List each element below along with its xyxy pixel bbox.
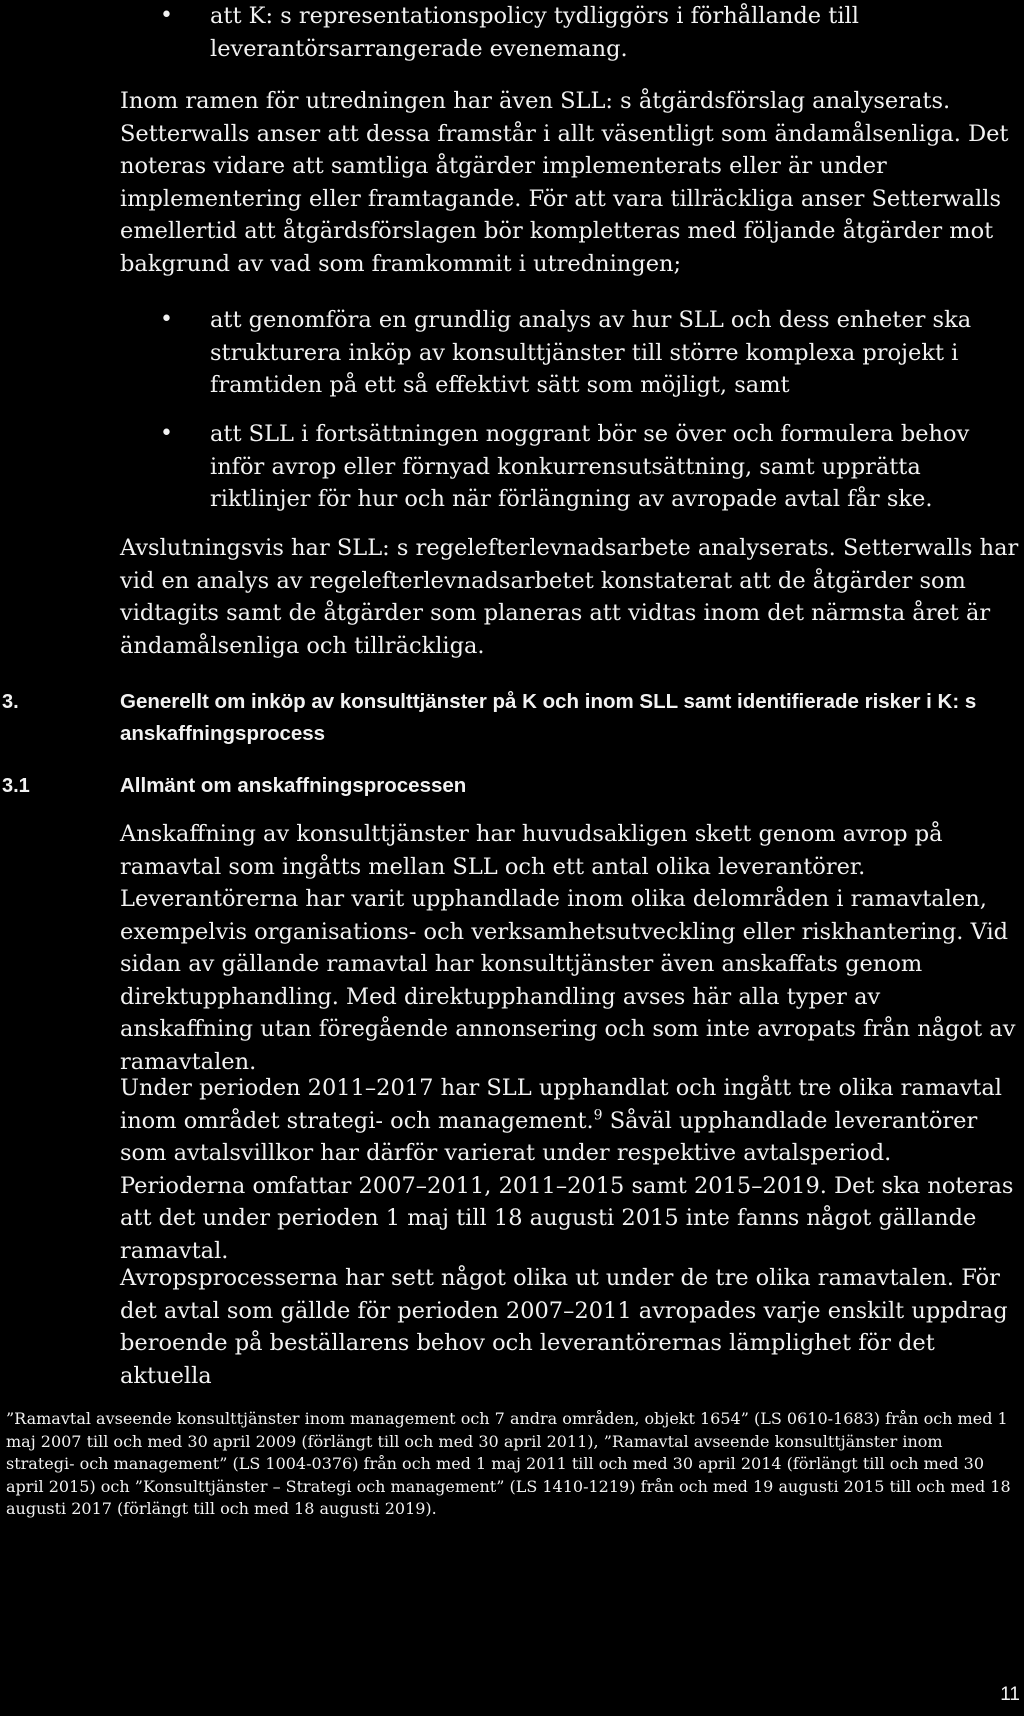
page-number: 11 (1000, 1684, 1020, 1705)
paragraph (120, 1072, 1020, 1267)
bullet-icon: • (160, 421, 173, 446)
bullet-icon: • (160, 307, 173, 332)
paragraph: Avropsprocesserna har sett något olika ut under de tre olika ramavtalen. För det avtal som gällde för perioden 2007–2011 avropades varje enskilt uppdrag beroende på beställarens behov och leverantörernas lämplighet för det aktuella (120, 1265, 1008, 1389)
bullet-text: att genomföra en grundlig analys av hur SLL och dess enheter ska strukturera inköp av konsulttjänster till större komplexa projekt i framtiden på ett så effektivt sätt som möjligt, samt (210, 307, 972, 398)
footnote-reference[interactable]: 9 (593, 1107, 603, 1123)
paragraph-text: Såväl upphandlade leverantörer som avtalsvillkor har därför varierat under respektive avtalsperiod. Perioderna omfattar 2007–2011, 2011–2015 samt 2015–2019. Det ska noteras att det under perioden 1 maj till 18 augusti 2015 inte fanns något gällande ramavtal. (120, 1107, 1014, 1264)
section-title: Generellt om inköp av konsulttjänster på K och inom SLL samt identifierade risker i K: s anskaffningsprocess (120, 690, 977, 745)
paragraph-text: Under perioden 2011–2017 har SLL upphandlat och ingått tre olika ramavtal inom området strategi- och management. (120, 1075, 1002, 1134)
bullet-text: att SLL i fortsättningen noggrant bör se över och formulera behov inför avrop eller förnyad konkurrensutsättning, samt upprätta riktlinjer för hur och när förlängning av avropade avtal får ske. (210, 421, 970, 512)
section-number: 3.1 (2, 775, 30, 797)
section-title: Allmänt om anskaffningsprocessen (120, 774, 467, 797)
paragraph: Anskaffning av konsulttjänster har huvudsakligen skett genom avrop på ramavtal som ingåtts mellan SLL och ett antal olika leverantörer. Leverantörerna har varit upphandlade inom olika delområden i ramavtalen, exempelvis organisations- och verksamhetsutveckling eller riskhantering. Vid sidan av gällande ramavtal har konsulttjänster även anskaffats genom direktupphandling. Med direktupphandling avses här alla typer av anskaffning utan föregående annonsering och som inte avropats från något av ramavtalen. (120, 821, 1016, 1075)
footnote: ”Ramavtal avseende konsulttjänster inom management och 7 andra områden, objekt 1654” (LS 0610-1683) från och med 1 maj 2007 till och med 30 april 2009 (förlängt till och med 30 april 2011), ”Ramavtal avseende konsulttjänster inom strategi- och management” (LS 1004-0376) från och med 1 maj 2011 till och med 30 april 2014 (förlängt till och med 30 april 2015) och ”Konsulttjänster – Strategi och management” (LS 1410-1219) från och med 19 augusti 2015 till och med 18 augusti 2017 (förlängt till och med 18 augusti 2019). (6, 1409, 1011, 1518)
bullet-text: att K: s representationspolicy tydliggörs i förhållande till leverantörsarrangerade evenemang. (210, 3, 859, 62)
paragraph: Avslutningsvis har SLL: s regelefterlevnadsarbete analyserats. Setterwalls har vid en analys av regelefterlevnadsarbetet konstaterat att de åtgärder som vidtagits samt de åtgärder som planeras att vidtas inom det närmsta året är ändamålsenliga och tillräckliga. (120, 535, 1019, 659)
paragraph: Inom ramen för utredningen har även SLL: s åtgärdsförslag analyserats. Setterwalls anser att dessa framstår i allt väsentligt som ändamålsenliga. Det noteras vidare att samtliga åtgärder implementerats eller är under implementering eller framtagande. För att vara tillräckliga anser Setterwalls emellertid att åtgärdsförslagen bör kompletteras med följande åtgärder mot bakgrund av vad som framkommit i utredningen; (120, 88, 1009, 277)
bullet-icon: • (160, 3, 173, 28)
section-number: 3. (2, 691, 19, 713)
